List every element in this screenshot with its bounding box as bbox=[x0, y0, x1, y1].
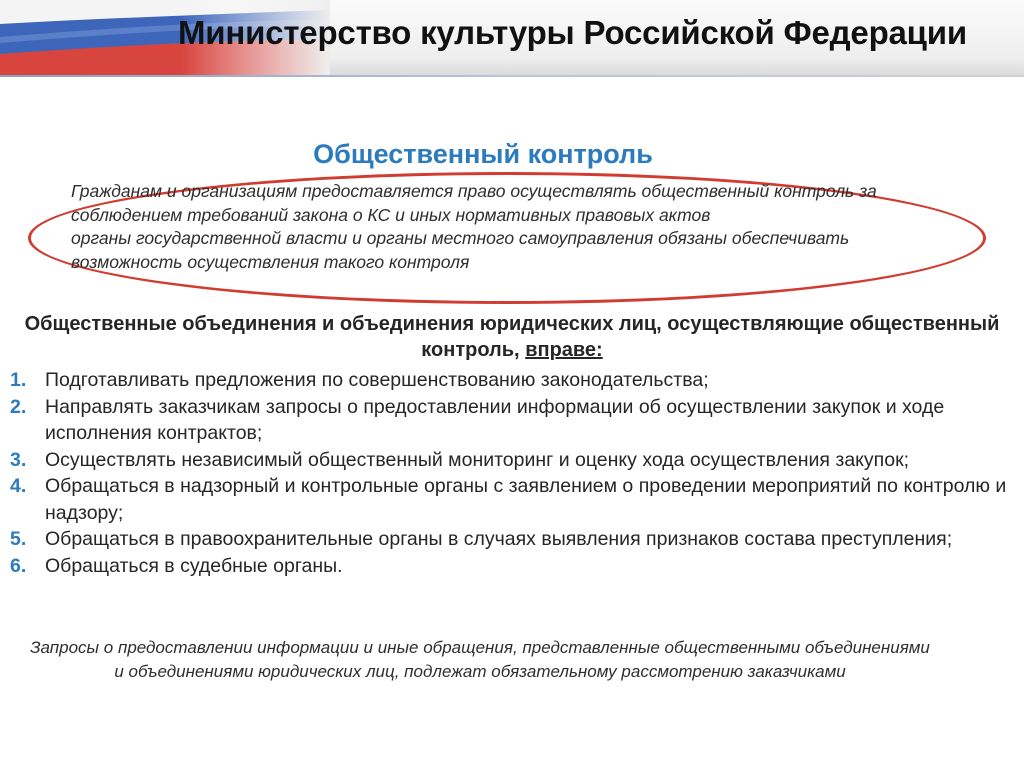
list-number: 6. bbox=[10, 554, 27, 577]
oval-text bbox=[71, 180, 961, 274]
lead-text: Общественные объединения и объединения юридических лиц, осуществляющие общественный контроль, bbox=[24, 313, 1000, 361]
list-number: 1. bbox=[10, 369, 27, 391]
list-text: Обращаться в судебные органы. bbox=[45, 554, 343, 577]
footnote: Запросы о предоставлении информации и иные обращения, представленные общественными объединениями и объединениями юридических лиц, подлежат обязательному рассмотрению заказчиками bbox=[30, 638, 930, 681]
rights-list bbox=[10, 367, 1018, 579]
section-title: Общественный контроль bbox=[313, 139, 653, 169]
list-number: 3. bbox=[10, 448, 27, 471]
oval-line-1: Гражданам и организациям предоставляется право осуществлять общественный контроль за соблюдением требований закона о КС и иных нормативных правовых актов bbox=[71, 181, 877, 225]
list-number: 2. bbox=[10, 395, 27, 418]
oval-line-2: органы государственной власти и органы местного самоуправления обязаны обеспечивать возможность осуществления такого контроля bbox=[71, 228, 850, 272]
list-item bbox=[10, 394, 1018, 447]
lead-emphasis: вправе: bbox=[525, 339, 603, 361]
list-item bbox=[10, 473, 1018, 526]
list-number: 5. bbox=[10, 528, 27, 550]
list-text: Подготавливать предложения по совершенствованию законодательства; bbox=[45, 369, 709, 391]
list-item bbox=[10, 447, 1018, 474]
lead-heading bbox=[0, 311, 1024, 363]
list-item bbox=[10, 526, 1018, 553]
ministry-title: Министерство культуры Российской Федерации bbox=[178, 14, 967, 51]
slide-header bbox=[0, 0, 1024, 77]
list-number: 4. bbox=[10, 475, 27, 497]
list-item bbox=[10, 367, 1018, 394]
list-text: Осуществлять независимый общественный мониторинг и оценку хода осуществления закупок; bbox=[45, 448, 910, 471]
list-text: Обращаться в правоохранительные органы в случаях выявления признаков состава преступления; bbox=[45, 528, 953, 550]
list-text: Направлять заказчикам запросы о предоставлении информации об осуществлении закупок и ходе исполнения контрактов; bbox=[45, 395, 945, 444]
list-text: Обращаться в надзорный и контрольные органы с заявлением о проведении мероприятий по контролю и надзору; bbox=[45, 475, 1007, 524]
list-item bbox=[10, 553, 1018, 580]
header-divider bbox=[0, 75, 1024, 77]
